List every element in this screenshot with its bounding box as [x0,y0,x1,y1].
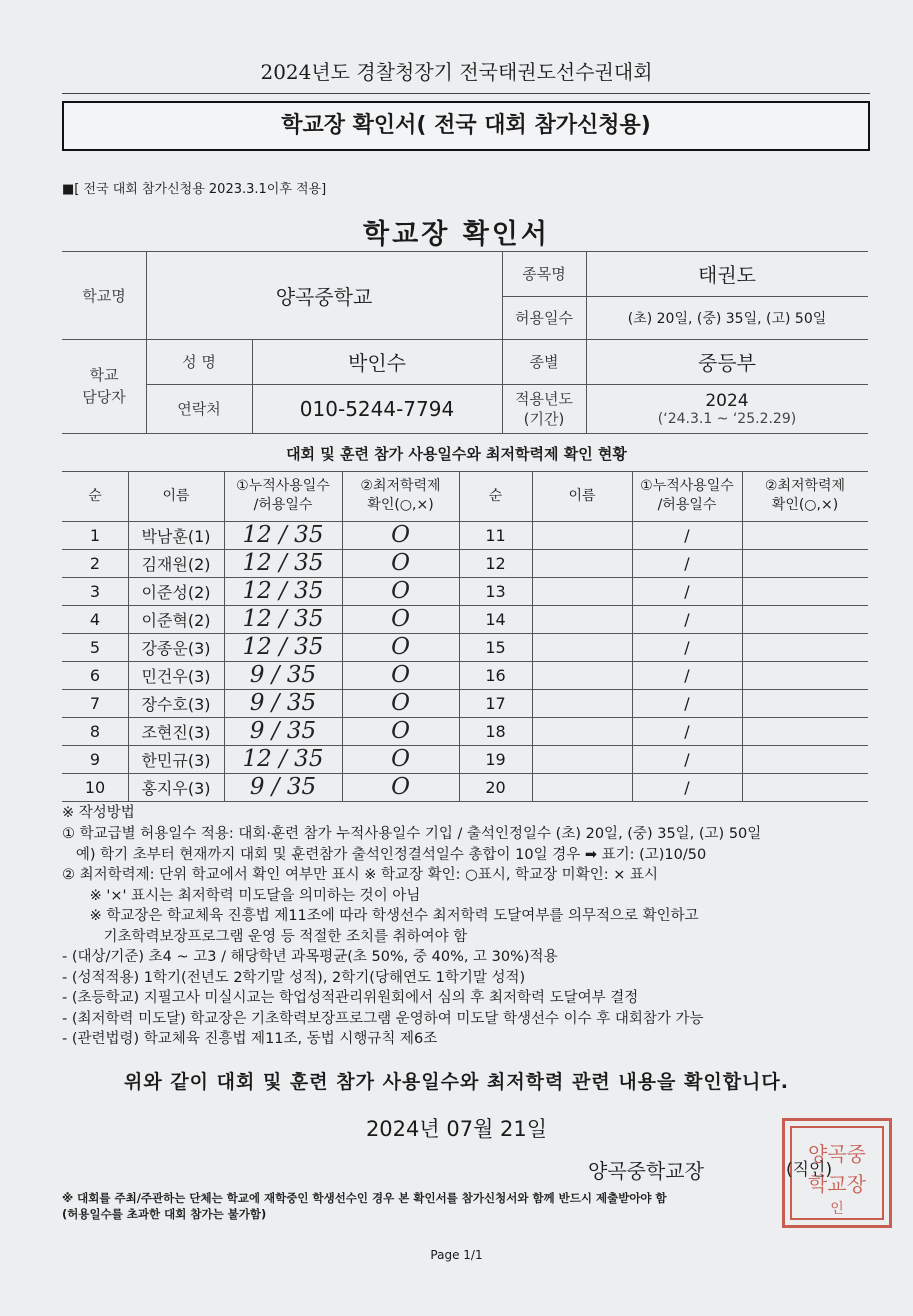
right-row-check [742,745,868,773]
document-date: 2024년 07월 21일 [365,1117,548,1141]
left-row-name: 장수호(3) [141,694,211,714]
left-row-name: 조현진(3) [141,722,211,742]
left-row-name: 강종운(3) [141,638,211,658]
left-row-check: O [391,718,410,744]
right-row-days: / [684,581,690,601]
right-row-days: / [684,721,690,741]
main-title: 학교장 확인서 [363,219,550,250]
right-row-no: 11 [485,525,506,545]
right-row-no: 14 [485,609,506,629]
left-row-days: 12 / 35 [242,522,324,548]
left-row-name: 이준성(2) [141,582,211,602]
method-line: - (최저학력 미도달) 학교장은 기초학력보장프로그램 운영하여 미도달 학생선수 이수 후 대회참가 가능 [62,1010,704,1027]
right-row-name [532,745,632,773]
left-row-name: 이준혁(2) [141,610,211,630]
seal-label: (직인) [786,1160,833,1180]
manager-label: 학교 담당자 [82,366,126,406]
svg-text:양곡중: 양곡중 [808,1142,866,1166]
svg-text:학교장: 학교장 [808,1172,866,1196]
right-row-name [532,773,632,801]
table-caption: 대회 및 훈련 참가 사용일수와 최저학력제 확인 현황 [286,445,627,463]
table-header: ②최저학력제 확인(○,×) [764,478,846,513]
right-row-check [742,773,868,801]
right-row-name [532,633,632,661]
right-row-days: / [684,693,690,713]
method-line: ※ '×' 표시는 최저학력 미도달을 의미하는 것이 아님 [62,887,421,904]
left-row-no: 5 [89,637,101,657]
left-row-days: 9 / 35 [249,662,317,688]
left-row-no: 10 [84,777,106,797]
left-row-check: O [391,606,410,632]
right-row-check [742,521,868,549]
left-row-days: 9 / 35 [249,774,317,800]
right-row-days: / [684,777,690,797]
right-row-no: 13 [485,581,506,601]
method-line: - (대상/기준) 초4 ~ 고3 / 해당학년 과목평균(초 50%, 중 40%, 고 30%)적용 [62,949,558,965]
right-row-check [742,661,868,689]
right-row-name [532,549,632,577]
right-row-days: / [684,525,690,545]
left-row-no: 3 [89,581,101,601]
method-line: ※ 학교장은 학교체육 진흥법 제11조에 따라 학생선수 최저학력 도달여부를 의무적으로 확인하고 [62,908,699,924]
year-label: 적용년도 (기간) [515,389,573,428]
school-label: 학교명 [82,286,126,305]
left-row-check: O [391,550,410,576]
method-line: - (성적적용) 1학기(전년도 2학기말 성적), 2학기(당해연도 1학기말 성적) [62,969,526,986]
contact-label: 연락처 [177,400,221,418]
left-row-check: O [391,662,410,688]
left-row-no: 1 [89,525,101,545]
right-row-days: / [684,637,690,657]
left-row-no: 4 [89,609,101,629]
right-row-days: / [684,749,690,769]
table-header: ②최저학력제 확인(○,×) [360,478,441,513]
right-row-name [532,577,632,605]
left-row-name: 한민규(3) [141,750,211,770]
right-row-check [742,633,868,661]
year-cell [586,384,868,433]
confirmation-text: 위와 같이 대회 및 훈련 참가 사용일수와 최저학력 관련 내용을 확인합니다. [124,1071,789,1093]
right-row-check [742,689,868,717]
table-header: 순 [488,487,503,504]
right-row-no: 15 [485,637,506,657]
right-row-check [742,717,868,745]
signer-name: 양곡중학교장 [588,1159,704,1183]
page-number: Page 1/1 [430,1248,483,1262]
left-row-name: 홍지우(3) [141,778,211,798]
applicability-note: ■[ 전국 대회 참가신청용 2023.3.1이후 적용] [62,182,327,197]
left-row-check: O [391,774,410,800]
method-line: 예) 학기 초부터 현재까지 대회 및 훈련참가 출석인정결석일수 총합이 10일 경우 ➡ 표기: (고)10/50 [62,846,707,863]
right-row-name [532,521,632,549]
left-row-days: 12 / 35 [242,550,324,576]
right-row-no: 20 [485,777,506,797]
right-row-no: 17 [485,693,506,713]
document-box-title: 학교장 확인서( 전국 대회 참가신청용) [62,101,870,151]
method-line: - (초등학교) 지필고사 미실시교는 학업성적관리위원회에서 심의 후 최저학력 도달여부 결정 [62,990,639,1006]
name-value: 박인수 [348,351,406,375]
right-row-name [532,605,632,633]
left-row-days: 12 / 35 [242,746,324,772]
table-header: ①누적사용일수 /허용일수 [236,478,330,513]
event-label: 종목명 [522,265,566,283]
event-title: 2024년도 경찰청장기 전국태권도선수권대회 [260,60,653,84]
left-row-name: 민건우(3) [141,666,211,686]
left-row-name: 박남훈(1) [141,526,211,546]
method-line: ② 최저학력제: 단위 학교에서 확인 여부만 표시 ※ 학교장 확인: ○표시, 학교장 미확인: × 표시 [62,867,658,883]
category-label: 종별 [529,353,559,371]
left-row-days: 9 / 35 [249,690,317,716]
left-row-days: 12 / 35 [242,606,324,632]
right-row-check [742,605,868,633]
right-row-name [532,661,632,689]
name-label: 성 명 [182,353,216,371]
days-value: (초) 20일, (중) 35일, (고) 50일 [627,310,827,327]
left-row-days: 12 / 35 [242,634,324,660]
right-row-no: 12 [485,553,506,573]
table-header: 순 [88,487,102,504]
right-row-days: / [684,665,690,685]
right-row-no: 19 [485,749,506,769]
students-table [62,471,868,800]
left-row-no: 7 [89,693,101,713]
left-row-days: 9 / 35 [249,718,317,744]
left-row-no: 9 [89,749,101,769]
header-rule [62,93,870,94]
right-row-check [742,577,868,605]
days-label: 허용일수 [515,309,573,327]
right-row-name [532,717,632,745]
right-row-days: / [684,609,690,629]
contact-value: 010-5244-7794 [299,396,455,421]
left-row-check: O [391,746,410,772]
right-row-check [742,549,868,577]
right-row-no: 18 [485,721,506,741]
right-row-days: / [684,553,690,573]
left-row-check: O [391,690,410,716]
year-value: 2024 [705,390,749,411]
year-period: (‘24.3.1 ~ ‘25.2.29) [657,410,797,427]
info-table [62,251,868,434]
svg-text:인: 인 [830,1201,844,1217]
left-row-no: 6 [89,665,101,685]
left-row-no: 8 [89,721,101,741]
right-row-no: 16 [485,665,506,685]
method-line: 기초학력보장프로그램 운영 등 적절한 조치를 취하여야 함 [62,928,468,945]
footer-note: ※ 대회를 주최/주관하는 단체는 학교에 재학중인 학생선수인 경우 본 확인서를 참가신청서와 함께 반드시 제출받아야 함 (허용일수를 초과한 대회 참가는 불가함) [62,1191,667,1221]
table-header: ①누적사용일수 /허용일수 [640,478,734,513]
method-line: - (관련법령) 학교체육 진흥법 제11조, 동법 시행규칙 제6조 [62,1031,438,1047]
event-value: 태권도 [698,263,756,287]
method-line: ① 학교급별 허용일수 적용: 대회·훈련 참가 누적사용일수 기입 / 출석인정일수 (초) 20일, (중) 35일, (고) 50일 [62,826,762,842]
left-row-days: 12 / 35 [242,578,324,604]
school-value: 양곡중학교 [275,284,373,309]
method-title: ※ 작성방법 [62,805,135,821]
left-row-check: O [391,578,410,604]
left-row-check: O [391,634,410,660]
left-row-name: 김재원(2) [141,554,211,574]
table-header: 이름 [568,487,596,504]
left-row-no: 2 [89,553,101,573]
table-header: 이름 [162,487,190,504]
right-row-name [532,689,632,717]
left-row-check: O [391,522,410,548]
category-value: 중등부 [698,351,756,375]
